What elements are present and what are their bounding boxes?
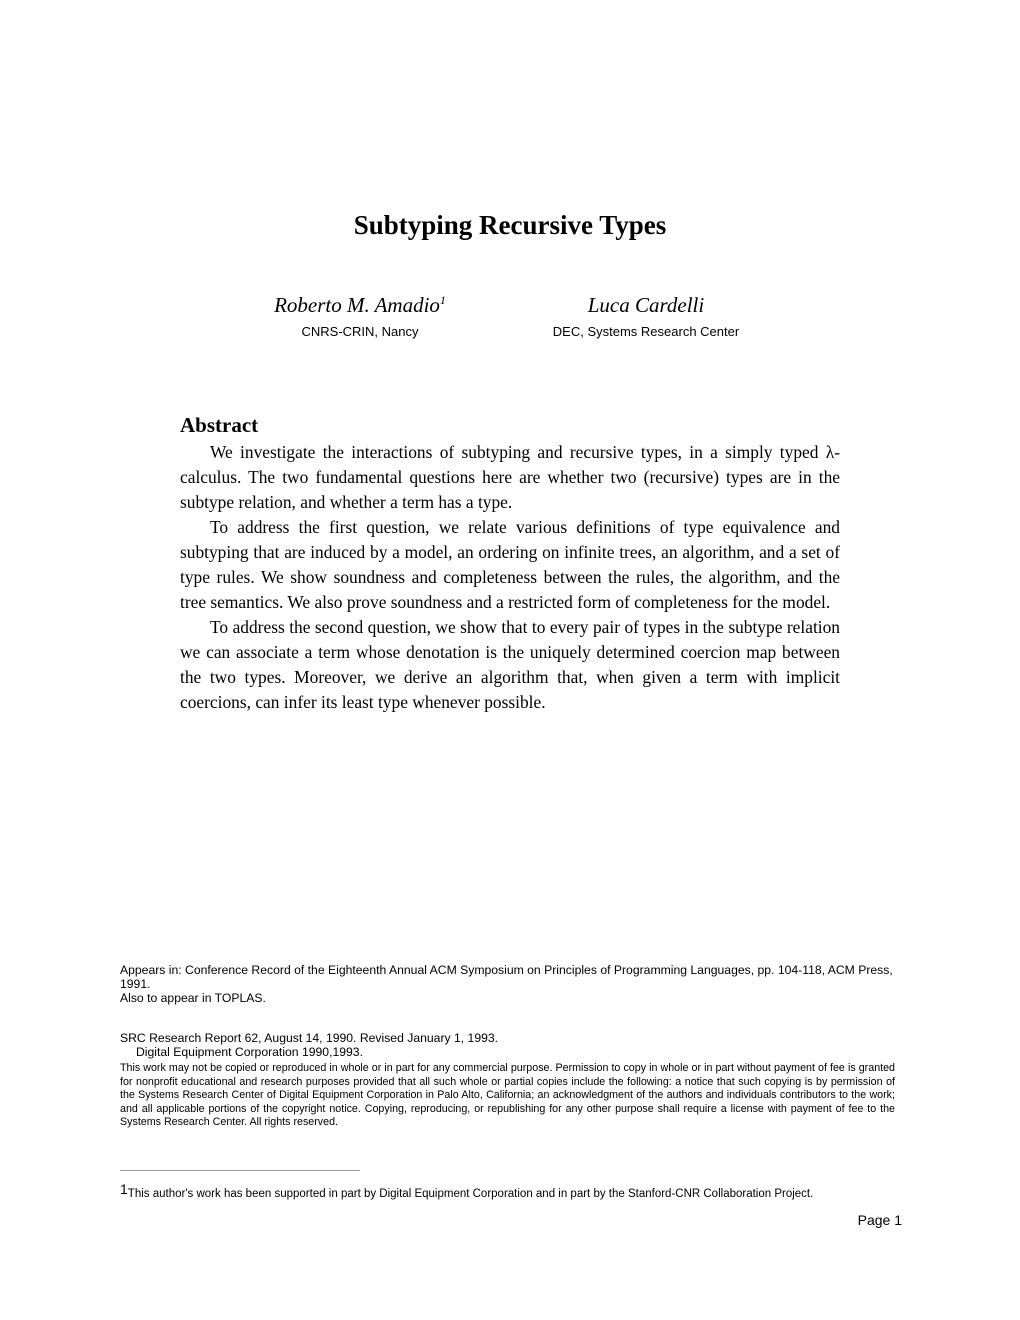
copyright-line: Digital Equipment Corporation 1990,1993. — [136, 1045, 363, 1059]
abstract-body — [180, 440, 840, 715]
footnote-text: This author's work has been supported in part by Digital Equipment Corporation and in part by the Stanford-CNR Collaboration Project. — [127, 1188, 814, 1200]
author-affiliation: DEC, Systems Research Center — [552, 324, 740, 339]
report-info — [120, 1031, 900, 1059]
paper-title: Subtyping Recursive Types — [353, 210, 667, 240]
footnote-divider — [120, 1170, 360, 1171]
abstract-heading: Abstract — [180, 413, 259, 437]
toplas-note: Also to appear in TOPLAS. — [120, 991, 266, 1005]
footnote — [120, 1181, 900, 1200]
author-footnote-mark: 1 — [439, 293, 446, 307]
author-amadio — [230, 293, 490, 318]
abstract-paragraph: To address the second question, we show that to every pair of types in the subtype relation we can associate a term whose denotation is the uniquely determined coercion map between the two types. Moreover, we derive an algorithm that, when given a term with implicit coercions, can infer its least type whenever possible. — [180, 617, 840, 712]
abstract-paragraph: To address the first question, we relate various definitions of type equivalence and subtyping that are induced by a model, an ordering on infinite trees, an algorithm, and a set of type rules. We show soundness and completeness between the rules, the algorithm, and the tree semantics. We also prove soundness and a restricted form of completeness for the model. — [180, 517, 840, 612]
copyright-notice: This work may not be copied or reproduced in whole or in part for any commercial purpose. Permission to copy in whole or in part without payment of fee is granted for nonprofit educational and research purposes provided that all such whole or partial copies include the following: a notice that such copying is by permission of the Systems Research Center of Digital Equipment Corporation in Palo Alto, California; an acknowledgment of the authors and individuals contributors to the work; and all applicable portions of the copyright notice. Copying, reproducing, or republishing for any other purpose shall require a license with payment of fee to the Systems Research Center. All rights reserved. — [120, 1062, 895, 1128]
author-name: Roberto M. Amadio — [274, 293, 440, 317]
footnote-mark: 1 — [120, 1181, 128, 1197]
author-affiliation: CNRS-CRIN, Nancy — [301, 324, 419, 339]
publication-notes — [120, 963, 900, 1005]
author-cardelli: Luca Cardelli — [587, 293, 705, 317]
page-number: Page 1 — [857, 1212, 902, 1228]
abstract-paragraph: We investigate the interactions of subtyping and recursive types, in a simply typed λ-calculus. The two fundamental questions here are whether two (recursive) types are in the subtype relation, and whether a term has a type. — [180, 442, 840, 512]
report-number: SRC Research Report 62, August 14, 1990. Revised January 1, 1993. — [120, 1031, 499, 1045]
appears-in-note: Appears in: Conference Record of the Eighteenth Annual ACM Symposium on Principles of Programming Languages, pp. 104-118, ACM Press, 1991. — [120, 963, 893, 991]
